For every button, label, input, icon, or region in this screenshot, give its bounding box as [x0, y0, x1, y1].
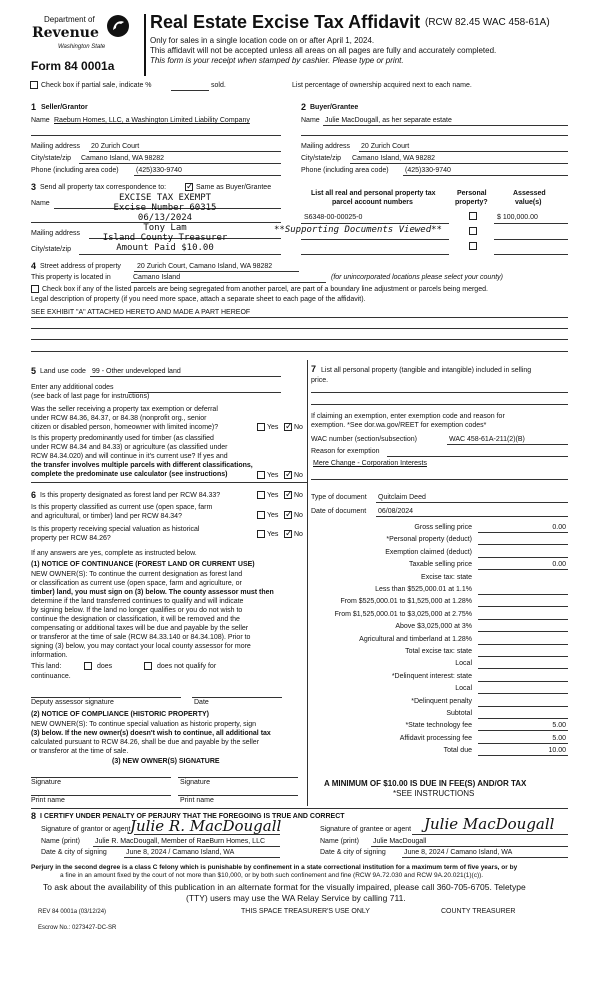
dor-revenue-label: Revenue — [32, 25, 99, 41]
grantor-sig-label: Signature of grantor or agent — [41, 826, 131, 833]
q-timber-line-2: under RCW 84.34 and 84.33) or agriculture (as classified under — [31, 444, 228, 451]
sec4-address-line — [134, 271, 299, 272]
exempt-stamp — [100, 193, 230, 253]
n1-line-8: or transferor at the time of sale (RCW 84.33.140 or 84.34.108). Prior to — [31, 634, 251, 641]
tax-row-line — [478, 668, 568, 669]
sec1-mail-line — [89, 151, 281, 152]
grantor-date-label: Date & city of signing — [41, 849, 107, 856]
q-exemption-line-1: Was the seller receiving a property tax exemption or deferral — [31, 406, 218, 413]
tax-row-line — [478, 718, 568, 719]
tax-row-label: *Delinquent penalty — [411, 698, 472, 705]
sec1-phone-value[interactable]: (425)330-9740 — [136, 167, 182, 174]
grantee-date-line — [402, 857, 568, 858]
q-historic-no-checkbox[interactable] — [284, 530, 292, 538]
form-title: Real Estate Excise Tax Affidavit — [150, 12, 421, 32]
sec1-name-label: Name — [31, 117, 50, 124]
additional-codes-label: Enter any additional codes — [31, 384, 114, 391]
sec1-phone-label: Phone (including area code) — [31, 167, 119, 174]
doc-date-line — [376, 516, 568, 517]
tax-row-label: Exemption claimed (deduct) — [385, 549, 472, 556]
parcel-number-1[interactable]: S6348-00-00025-0 — [304, 214, 363, 221]
claim-text — [311, 412, 505, 430]
header-note-2: This affidavit will not be accepted unless all areas on all pages are fully and accurately completed. — [150, 46, 497, 55]
q-forest-yes-checkbox[interactable] — [257, 491, 265, 499]
certify-text: I CERTIFY UNDER PENALTY OF PERJURY THAT THE FOREGOING IS TRUE AND CORRECT — [40, 813, 345, 820]
see-back-note: (see back of last page for instructions) — [31, 393, 150, 400]
land-use-label: Land use code — [40, 368, 86, 375]
doc-date-label: Date of document — [311, 508, 367, 515]
n1-line-4: determine if the land transferred continues to qualify and will indicate — [31, 598, 244, 605]
owner-print-label-2: Print name — [180, 797, 214, 804]
sec4-location-value[interactable]: Camano Island — [133, 274, 181, 281]
grantor-date-value[interactable]: June 8, 2024 / Camano Island, WA — [126, 849, 235, 856]
personal-header-2: property? — [455, 199, 488, 206]
land-does-not-label: does not qualify for — [157, 663, 217, 670]
tax-row-label: Excise tax: state — [421, 574, 472, 581]
sec2-phone-label: Phone (including area code) — [301, 167, 389, 174]
sec2-mail-label: Mailing address — [301, 143, 351, 150]
q-timber-line-4: the transfer involves multiple parcels with different classifications, — [31, 462, 253, 469]
grantor-name-value[interactable]: Julie R. MacDougall, Member of RaeBurn Homes, LLC — [95, 838, 266, 845]
q-exemption-yes-label: Yes — [267, 424, 279, 431]
q-timber-line-5: complete the predominate use calculator (see instructions) — [31, 471, 228, 478]
sec2-phone-line — [403, 175, 568, 176]
dor-logo — [30, 14, 130, 56]
tax-row-value[interactable]: 5.00 — [552, 722, 566, 729]
grantee-sig-label: Signature of grantee or agent — [320, 826, 412, 833]
tax-row-line — [478, 755, 568, 756]
legal-line-4 — [31, 351, 568, 352]
sec8-number: 8 — [31, 811, 37, 821]
q-timber-yes-checkbox[interactable] — [257, 471, 265, 479]
assessed-line-1 — [494, 223, 568, 224]
tax-row-line — [478, 743, 568, 744]
sec3-mail-label: Mailing address — [31, 230, 81, 237]
grantor-signature: Julie R. MacDougall — [130, 817, 282, 835]
tax-row-label: Less than $525,000.01 at 1.1% — [375, 586, 472, 593]
sec1-city-line — [79, 163, 281, 164]
segregated-label: Check box if any of the listed parcels are being segregated from another parcel, are part of a boundary line adjustment or parcels being merged. — [42, 286, 488, 293]
treasurer-use-label: THIS SPACE TREASURER'S USE ONLY — [241, 908, 370, 915]
assessed-header-2: value(s) — [515, 199, 542, 206]
q-forest-yes-label: Yes — [267, 492, 279, 499]
land-use-line — [90, 376, 281, 377]
sec5-number: 5 — [31, 366, 37, 376]
minimum-due-note: A MINIMUM OF $10.00 IS DUE IN FEE(S) AND/OR TAX — [324, 779, 527, 788]
tax-row-value[interactable]: 10.00 — [548, 747, 566, 754]
q-timber-no-checkbox[interactable] — [284, 471, 292, 479]
q-timber-line-3: RCW 84.34.020) and will continue in it's current use? If yes and — [31, 453, 228, 460]
dor-dept-label: Department of — [44, 15, 95, 24]
sec2-title: Buyer/Grantee — [310, 104, 359, 111]
header-note-1: Only for sales in a single location code on or after April 1, 2024. — [150, 36, 375, 45]
n1-line-9: signing (3) below, you may contact your local county assessor for more — [31, 643, 251, 650]
legal-line-1 — [31, 317, 568, 318]
owner-sig-line-1 — [31, 777, 171, 778]
grantor-date-line — [124, 857, 280, 858]
n2-line-2: (3) below. If the new owner(s) doesn't wish to continue, all additional tax — [31, 730, 271, 737]
owner-print-label-1: Print name — [31, 797, 65, 804]
stamp-line-3: 06/13/2024 — [137, 213, 193, 223]
tax-row-line — [478, 532, 568, 533]
assessed-header-1: Assessed — [513, 190, 546, 197]
legal-line-2 — [31, 328, 568, 329]
q-historic-no-label: No — [294, 531, 303, 538]
n1-line-7: compensating or additional taxes will be due and payable by the seller — [31, 625, 249, 632]
deputy-date-line — [192, 697, 282, 698]
n1-line-6: continue the designation or classification, it will be removed and the — [31, 616, 240, 623]
q-forest-no-label: No — [294, 492, 303, 499]
sec5-bottom-line — [31, 482, 307, 483]
sec2-city-line — [350, 163, 568, 164]
owner-sig-label-2: Signature — [180, 779, 210, 786]
parcel-header-2: parcel account numbers — [332, 199, 413, 206]
grantor-name-label: Name (print) — [41, 838, 80, 845]
q-timber-line-1: Is this property predominantly used for timber (as classified — [31, 435, 214, 442]
q-historic-line-2: property per RCW 84.26? — [31, 535, 111, 542]
doc-type-label: Type of document — [311, 494, 367, 501]
sec4-address-value[interactable]: 20 Zurich Court, Camano Island, WA 98282 — [137, 263, 273, 270]
header-divider — [144, 14, 146, 76]
doc-type-line — [376, 502, 568, 503]
tax-row-line — [478, 656, 568, 657]
q-current-use-line-1: Is this property classified as current use (open space, farm — [31, 504, 213, 511]
q-current-use-no-label: No — [294, 512, 303, 519]
tax-row-line — [478, 557, 568, 558]
sec1-title: Seller/Grantor — [41, 104, 88, 111]
tax-row-line — [478, 644, 568, 645]
parcel-line-1 — [301, 223, 449, 224]
deputy-sig-label: Deputy assessor signature — [31, 699, 114, 706]
q-exemption-no-checkbox[interactable] — [284, 423, 292, 431]
tax-row-line — [478, 730, 568, 731]
alt-format-line-1: To ask about the availability of this publication in an alternate format for the visually impaired, please call 360-705-6705. Teletype — [43, 882, 526, 892]
sec8-top-line — [31, 808, 568, 809]
sec2-name-value[interactable]: Julie MacDougall, as her separate estate — [325, 117, 452, 124]
grantee-date-value[interactable]: June 8, 2024 / Camano Island, WA — [404, 849, 513, 856]
n1-line-10: information. — [31, 652, 68, 659]
q-exemption-line-2: under RCW 84.36, 84.37, or 84.38 (nonprofit org., senior — [31, 415, 207, 422]
escrow-number: Escrow No.: 0273427-DC-SR — [38, 925, 117, 931]
q-historic-line-1: Is this property receiving special valuation as historical — [31, 526, 200, 533]
sec4-address-label: Street address of property — [40, 263, 121, 270]
assessed-line-3 — [494, 254, 568, 255]
sec1-name-value[interactable]: Raeburn Homes, LLC, a Washington Limited Liability Company — [54, 117, 250, 124]
notice-compliance-title: (2) NOTICE OF COMPLIANCE (HISTORIC PROPERTY) — [31, 711, 209, 718]
sec1-city-label: City/state/zip — [31, 155, 72, 162]
sec1-number: 1 — [31, 102, 37, 112]
tax-row-label: Total excise tax: state — [405, 648, 472, 655]
owner-print-line-2 — [178, 795, 298, 796]
tax-row-label: Local — [455, 660, 472, 667]
grantee-date-label: Date & city of signing — [320, 849, 386, 856]
stamp-line-6: Amount Paid $10.00 — [116, 243, 214, 253]
tax-row-label: *Personal property (deduct) — [386, 536, 472, 543]
parcel-header-1: List all real and personal property tax — [311, 190, 436, 197]
sec7-title-line-1: List all personal property (tangible and intangible) included in selling — [321, 367, 532, 374]
sec1-city-value[interactable]: Camano Island, WA 98282 — [81, 155, 165, 162]
sec1-mail-value[interactable]: 20 Zurich Court — [91, 143, 140, 150]
form-rcw: (RCW 82.45 WAC 458-61A) — [425, 17, 550, 28]
owner-sig-line-2 — [178, 777, 298, 778]
n1-line-2: or classification as current use (open space, farm and agriculture, or — [31, 580, 242, 587]
dor-state-label: Washington State — [58, 44, 106, 50]
notice-continuance-text — [31, 570, 274, 660]
sec2-mail-value[interactable]: 20 Zurich Court — [361, 143, 410, 150]
same-as-buyer-label: Same as Buyer/Grantee — [196, 184, 272, 191]
sec4-location-label: This property is located in — [31, 274, 111, 281]
grantee-sig-line — [412, 834, 568, 835]
sec7-line-2 — [311, 404, 568, 405]
sec2-mail-line — [359, 151, 568, 152]
tax-row-value[interactable]: 0.00 — [552, 561, 566, 568]
tax-row-line — [478, 619, 568, 620]
stamp-line-4: Tony Lam — [143, 223, 187, 233]
additional-codes-line — [128, 392, 281, 393]
sec3-city-label: City/state/zip — [31, 246, 72, 253]
header-note-3: This form is your receipt when stamped by cashier. Please type or print. — [150, 56, 404, 65]
new-owner-sig-title: (3) NEW OWNER(S) SIGNATURE — [112, 758, 220, 765]
sec2-city-value[interactable]: Camano Island, WA 98282 — [352, 155, 436, 162]
tax-row-label: *State technology fee — [405, 722, 472, 729]
n2-line-1: NEW OWNER(S): To continue special valuation as historic property, sign — [31, 721, 256, 728]
same-as-buyer-checkbox[interactable] — [185, 183, 193, 191]
land-does-checkbox[interactable] — [84, 662, 92, 670]
tax-row-label: Affidavit processing fee — [399, 735, 472, 742]
tax-row-line — [478, 631, 568, 632]
doc-type-value[interactable]: Quitclaim Deed — [378, 494, 426, 501]
deputy-date-label: Date — [194, 699, 209, 706]
tax-row-label: Above $3,025,000 at 3% — [395, 623, 472, 630]
tax-row-label: Local — [455, 685, 472, 692]
reason-line — [387, 456, 568, 457]
q-historic-text — [31, 525, 199, 543]
q-forest-text: Is this property designated as forest land per RCW 84.33? — [40, 492, 221, 499]
sec3-number: 3 — [31, 182, 37, 192]
legal-description-label: Legal description of property (if you need more space, attach a separate sheet to each page of the affidavit). — [31, 296, 366, 303]
n2-line-3: calculated pursuant to RCW 84.26, shall be due and payable by the seller — [31, 739, 260, 746]
assessed-line-2 — [494, 239, 568, 240]
grantee-name-value[interactable]: Julie MacDougall — [373, 838, 427, 845]
sec1-mail-label: Mailing address — [31, 143, 81, 150]
claim-line-1: If claiming an exemption, enter exemption code and reason for — [311, 413, 505, 420]
tax-row-label: Taxable selling price — [408, 561, 472, 568]
notice-continuance-title: (1) NOTICE OF CONTINUANCE (FOREST LAND OR CURRENT USE) — [31, 561, 255, 568]
doc-date-value[interactable]: 06/08/2024 — [378, 508, 414, 515]
q-forest-no-checkbox[interactable] — [284, 491, 292, 499]
tax-row-label: From $1,525,000.01 to $3,025,000 at 2.75% — [334, 611, 472, 618]
q-timber-text — [31, 434, 253, 479]
tax-row-line — [478, 706, 568, 707]
sec1-phone-line — [134, 175, 281, 176]
personal-checkbox-3[interactable] — [469, 242, 477, 250]
grantee-name-label: Name (print) — [320, 838, 359, 845]
land-use-value[interactable]: 99 - Other undeveloped land — [92, 368, 181, 375]
reason-label: Reason for exemption — [311, 448, 380, 455]
rev-number: REV 84 0001a (03/12/24) — [38, 909, 107, 915]
partial-sold-label: sold. — [211, 82, 226, 89]
land-does-not-checkbox[interactable] — [144, 662, 152, 670]
parcel-line-3 — [301, 254, 449, 255]
q-timber-no-label: No — [294, 472, 303, 479]
tax-row-label: Gross selling price — [414, 524, 472, 531]
perjury-line-1-text: Perjury in the second degree is a class C felony which is punishable by confinement in a state correctional institution for a maximum term of five years, or by — [31, 864, 518, 871]
partial-percent-line — [171, 90, 209, 91]
personal-checkbox-2[interactable] — [469, 227, 477, 235]
form-number: Form 84 0001a — [31, 59, 115, 73]
tax-row-line — [478, 594, 568, 595]
supporting-docs-stamp: **Supporting Documents Viewed** — [274, 225, 442, 235]
q-exemption-yes-checkbox[interactable] — [257, 423, 265, 431]
sec4-location-line — [131, 282, 326, 283]
tax-row-label: Agricultural and timberland at 1.28% — [359, 636, 472, 643]
tax-row-label: Total due — [443, 747, 472, 754]
tax-row-line — [478, 693, 568, 694]
tax-row-label: Subtotal — [446, 710, 472, 717]
q-timber-yes-label: Yes — [267, 472, 279, 479]
q-exemption-text — [31, 405, 218, 432]
sec7-title-line-2: price. — [311, 377, 329, 384]
q-current-use-line-2: and agricultural, or timber) land per RCW 84.34? — [31, 513, 182, 520]
sec1-line — [31, 135, 281, 136]
tax-row-line — [478, 569, 568, 570]
land-does-label: does — [97, 663, 113, 670]
personal-checkbox-1[interactable] — [469, 212, 477, 220]
n1-line-1: NEW OWNER(S): To continue the current designation as forest land — [31, 571, 243, 578]
sec2-line — [301, 135, 568, 136]
wac-line — [447, 444, 568, 445]
grantee-name-line — [371, 846, 568, 847]
n1-line-5: by signing below. If the land no longer qualifies or you do not wish to — [31, 607, 243, 614]
partial-sale-checkbox[interactable] — [30, 81, 38, 89]
q-exemption-line-3: citizen or disabled person, homeowner with limited income)? — [31, 424, 219, 431]
if-any-note: If any answers are yes, complete as instructed below. — [31, 550, 197, 557]
sec2-name-line — [323, 125, 568, 126]
legal-description-value[interactable]: SEE EXHIBIT "A" ATTACHED HERETO AND MADE A PART HEREOF — [31, 309, 251, 316]
sec7-number: 7 — [311, 364, 317, 374]
tax-row-label: *Delinquent interest: state — [391, 673, 472, 680]
q-exemption-no-label: No — [294, 424, 303, 431]
deputy-sig-line — [31, 697, 181, 698]
sec7-line-1 — [311, 392, 568, 393]
stamp-line-2: Excise Number 60315 — [113, 203, 217, 213]
wac-label: WAC number (section/subsection) — [311, 436, 417, 443]
perjury-line-1 — [31, 864, 517, 871]
owner-sig-label-1: Signature — [31, 779, 61, 786]
grantee-signature: Julie MacDougall — [424, 815, 555, 833]
sec2-phone-value[interactable]: (425)330-9740 — [405, 167, 451, 174]
continuance-label: continuance. — [31, 673, 71, 680]
sec2-number: 2 — [301, 102, 307, 112]
segregated-checkbox[interactable] — [31, 285, 39, 293]
sec3-send-label: Send all property tax correspondence to: — [40, 184, 167, 191]
sec2-city-label: City/state/zip — [301, 155, 342, 162]
sec7-title — [321, 366, 531, 376]
sec3-city-line — [79, 254, 281, 255]
notice-compliance-text — [31, 720, 271, 756]
assessed-value-1[interactable]: $ 100,000.00 — [497, 214, 538, 221]
stamp-line-1: EXCISE TAX EXEMPT — [118, 193, 212, 203]
parcel-line-2 — [301, 239, 449, 240]
q-current-use-yes-label: Yes — [267, 512, 279, 519]
sec6-number: 6 — [31, 490, 37, 500]
tax-row-line — [478, 681, 568, 682]
tax-row-line — [478, 606, 568, 607]
q-current-use-no-checkbox[interactable] — [284, 511, 292, 519]
tax-row-line — [478, 544, 568, 545]
county-treasurer-label: COUNTY TREASURER — [441, 908, 516, 915]
tax-row-value[interactable]: 0.00 — [552, 524, 566, 531]
tax-row-value[interactable]: 5.00 — [552, 735, 566, 742]
grantor-sig-line — [134, 834, 280, 835]
sec2-name-label: Name — [301, 117, 320, 124]
n1-line-3: timber) land, you must sign on (3) below. The county assessor must then — [31, 589, 274, 596]
q-current-use-text — [31, 503, 212, 521]
sec4-number: 4 — [31, 261, 37, 271]
claim-line-2: exemption. *See dor.wa.gov/REET for exemption codes* — [311, 422, 487, 429]
this-land-label: This land: — [31, 663, 62, 670]
ownership-note: List percentage of ownership acquired next to each name. — [292, 82, 472, 89]
sec3-name-label: Name — [31, 200, 50, 207]
stamp-line-5: Island County Treasurer — [102, 233, 228, 243]
reason-line-2 — [311, 479, 568, 480]
q-historic-yes-checkbox[interactable] — [257, 530, 265, 538]
perjury-line-2: a fine in an amount fixed by the court of not more than $10,000, or by both such confinement and fine (RCW 9A.72.030 and RCW 9A.20.021(1)(c)). — [60, 872, 484, 879]
tax-row-label: From $525,000.01 to $1,525,000 at 1.28% — [340, 598, 472, 605]
dor-emblem-icon — [106, 14, 130, 38]
personal-header-1: Personal — [457, 190, 487, 197]
alt-format-line-2: (TTY) users may use the WA Relay Service by calling 711. — [186, 893, 406, 903]
legal-line-3 — [31, 339, 568, 340]
reason-value[interactable]: Mere Change - Corporation Interests — [313, 460, 427, 467]
partial-sale-label: Check box if partial sale, indicate % — [41, 82, 152, 89]
owner-print-line-1 — [31, 795, 171, 796]
wac-value[interactable]: WAC 458-61A-211(2)(B) — [449, 436, 525, 443]
q-historic-yes-label: Yes — [267, 531, 279, 538]
see-instructions-note: *SEE INSTRUCTIONS — [393, 789, 475, 798]
sec4-unincorporated-note: (for unincorporated locations please select your county) — [331, 274, 503, 281]
n2-line-4: or transferor at the time of sale. — [31, 748, 129, 755]
q-current-use-yes-checkbox[interactable] — [257, 511, 265, 519]
grantor-name-line — [93, 846, 280, 847]
